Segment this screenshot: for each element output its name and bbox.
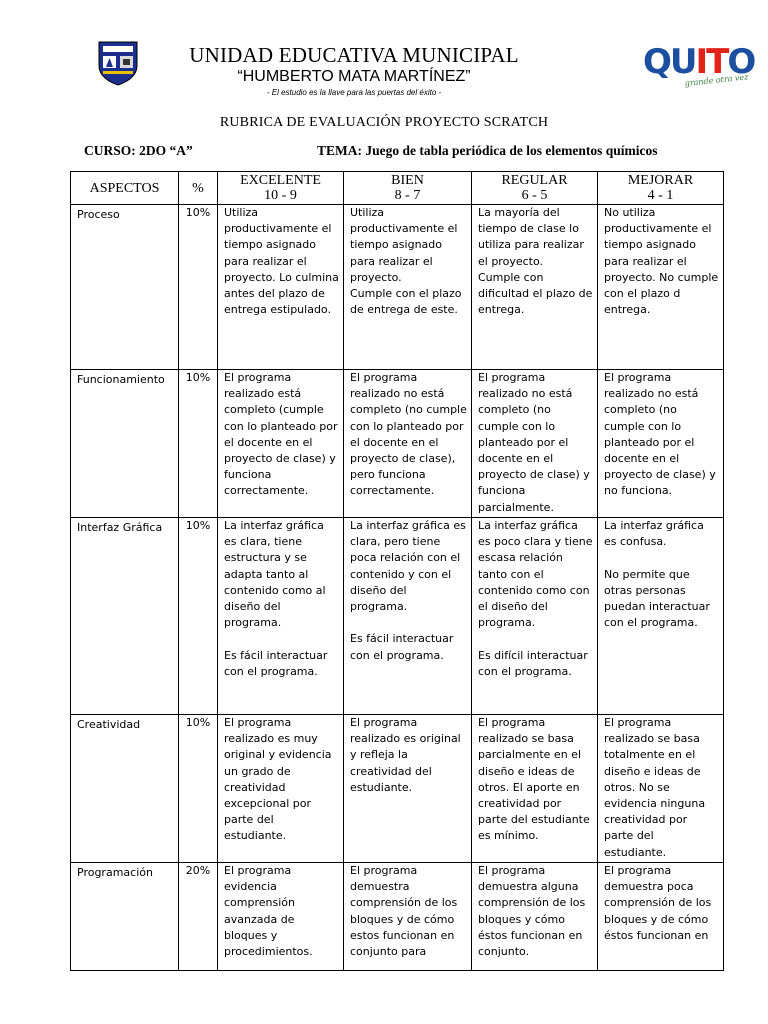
row-aspect: Creatividad	[71, 715, 179, 863]
table-row	[71, 863, 724, 971]
row-percent: 10%	[179, 518, 218, 715]
quito-logo-letter: O	[727, 42, 755, 82]
row-percent: 10%	[179, 370, 218, 518]
cell-excelente: El programa realizado está completo (cumple con lo planteado por el docente en el proyecto de clase) y funciona correctamente.	[218, 370, 344, 518]
school-name: UNIDAD EDUCATIVA MUNICIPAL	[189, 43, 519, 67]
header-bien: BIEN 8 - 7	[344, 172, 472, 205]
header-excelente-score: 10 - 9	[264, 188, 297, 203]
cell-regular: La mayoría del tiempo de clase lo utiliza para realizar el proyecto. Cumple con dificultad el plazo de entrega.	[472, 205, 598, 370]
row-percent: 10%	[179, 205, 218, 370]
course-label: CURSO: 2DO “A”	[84, 143, 193, 158]
cell-mejorar: No utiliza productivamente el tiempo asignado para realizar el proyecto. No cumple con el plazo d entrega.	[598, 205, 724, 370]
cell-mejorar: El programa realizado no está completo (no cumple con lo planteado por el docente en el proyecto de clase) y no funciona.	[598, 370, 724, 518]
quito-logo-tagline: grande otra vez	[684, 72, 749, 88]
cell-regular: El programa demuestra alguna comprensión de los bloques y cómo éstos funcionan en conjunto.	[472, 863, 598, 971]
cell-bien: Utiliza productivamente el tiempo asignado para realizar el proyecto. Cumple con el plazo de entrega de este.	[344, 205, 472, 370]
rubric-table	[70, 171, 724, 971]
header-mejorar: MEJORAR 4 - 1	[598, 172, 724, 205]
quito-logo	[641, 40, 755, 90]
row-percent: 10%	[179, 715, 218, 863]
row-aspect: Programación	[71, 863, 179, 971]
document-title: RUBRICA DE EVALUACIÓN PROYECTO SCRATCH	[219, 115, 549, 130]
header-mejorar-score: 4 - 1	[647, 188, 674, 203]
cell-bien: El programa realizado es original y refleja la creatividad del estudiante.	[344, 715, 472, 863]
row-aspect: Proceso	[71, 205, 179, 370]
document-header	[0, 0, 768, 110]
school-motto: - El estudio es la llave para las puertas del éxito -	[266, 88, 442, 97]
header-regular-score: 6 - 5	[521, 188, 548, 203]
cell-excelente: El programa evidencia comprensión avanzada de bloques y procedimientos.	[218, 863, 344, 971]
school-subtitle: “HUMBERTO MATA MARTÍNEZ”	[237, 68, 471, 85]
header-regular: REGULAR 6 - 5	[472, 172, 598, 205]
row-aspect: Funcionamiento	[71, 370, 179, 518]
row-aspect: Interfaz Gráfica	[71, 518, 179, 715]
quito-logo-letter: Q	[643, 42, 670, 82]
rubric-header-row	[71, 172, 724, 205]
cell-regular: La interfaz gráfica es poco clara y tiene escasa relación tanto con el contenido como con el diseño del programa. Es difícil interactuar con el programa.	[472, 518, 598, 715]
header-excelente: EXCELENTE 10 - 9	[218, 172, 344, 205]
cell-regular: El programa realizado se basa parcialmente en el diseño e ideas de otros. El aporte en creatividad por parte del estudiante es mínimo.	[472, 715, 598, 863]
table-row	[71, 205, 724, 370]
cell-mejorar: El programa realizado se basa totalmente en el diseño e ideas de otros. No se evidencia ninguna creatividad por parte del estudiante.	[598, 715, 724, 863]
cell-excelente: Utiliza productivamente el tiempo asignado para realizar el proyecto. Lo culmina antes del plazo de entrega estipulado.	[218, 205, 344, 370]
quito-logo-letter: I	[695, 42, 707, 82]
quito-logo-letter: T	[706, 42, 728, 82]
cell-mejorar: La interfaz gráfica es confusa. No permite que otras personas puedan interactuar con el programa.	[598, 518, 724, 715]
cell-bien: La interfaz gráfica es clara, pero tiene poca relación con el contenido y con el diseño del programa. Es fácil interactuar con el programa.	[344, 518, 472, 715]
row-percent: 20%	[179, 863, 218, 971]
topic-label: TEMA: Juego de tabla periódica de los elementos químicos	[317, 143, 658, 158]
header-aspects: ASPECTOS	[71, 172, 179, 205]
table-row	[71, 715, 724, 863]
cell-regular: El programa realizado no está completo (no cumple con lo planteado por el docente en el proyecto de clase) y funciona parcialmente.	[472, 370, 598, 518]
header-bien-score: 8 - 7	[394, 188, 421, 203]
header-percent: %	[179, 172, 218, 205]
cell-bien: El programa realizado no está completo (no cumple con lo planteado por el docente en el proyecto de clase), pero funciona correctamente.	[344, 370, 472, 518]
cell-excelente: El programa realizado es muy original y evidencia un grado de creatividad excepcional por parte del estudiante.	[218, 715, 344, 863]
table-row	[71, 370, 724, 518]
table-row	[71, 518, 724, 715]
quito-logo-letter: U	[669, 42, 696, 82]
cell-excelente: La interfaz gráfica es clara, tiene estructura y se adapta tanto al contenido como al diseño del programa. Es fácil interactuar con el programa.	[218, 518, 344, 715]
cell-bien: El programa demuestra comprensión de los bloques y de cómo estos funcionan en conjunto para	[344, 863, 472, 971]
cell-mejorar: El programa demuestra poca comprensión de los bloques y de cómo éstos funcionan en	[598, 863, 724, 971]
